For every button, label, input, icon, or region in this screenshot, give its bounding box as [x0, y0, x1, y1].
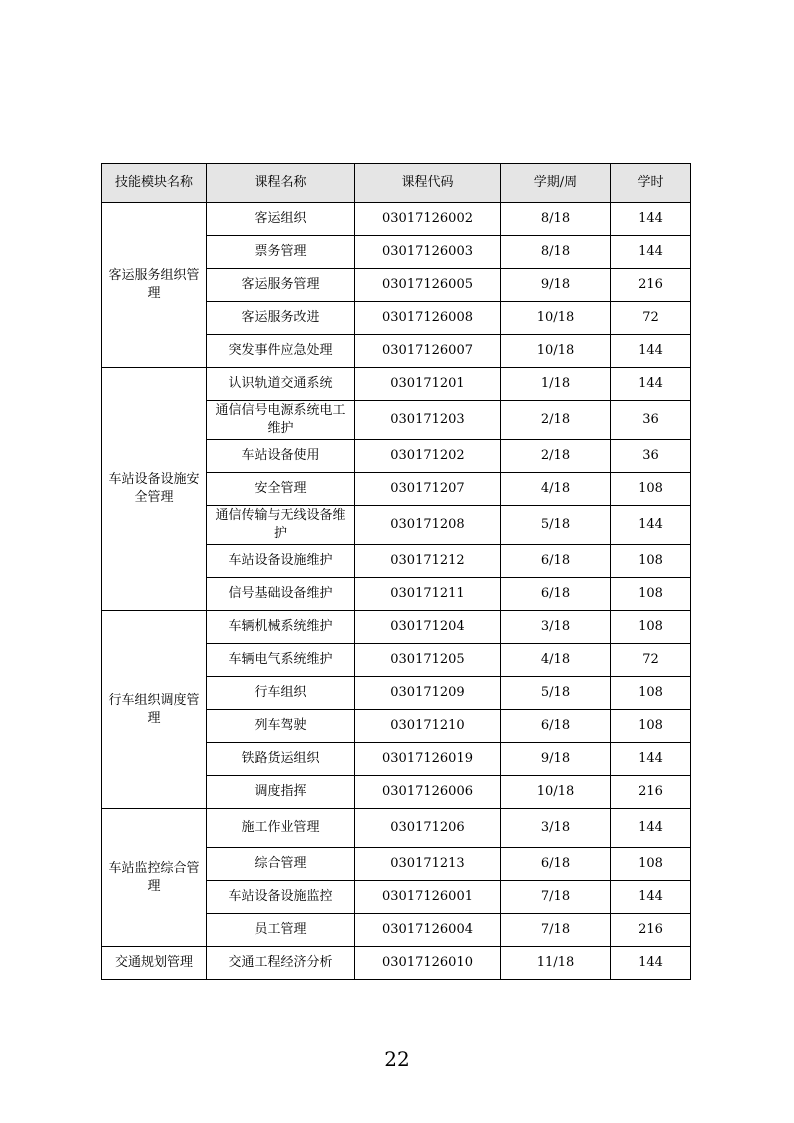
course-code-cell: 03017126002 [355, 203, 501, 236]
course-code-cell: 030171203 [355, 401, 501, 440]
course-code-cell: 030171208 [355, 506, 501, 545]
course-name-cell: 突发事件应急处理 [207, 335, 355, 368]
course-code-cell: 03017126019 [355, 743, 501, 776]
term-cell: 8/18 [501, 236, 611, 269]
course-name-cell: 车站设备使用 [207, 440, 355, 473]
course-table [101, 163, 691, 980]
hours-cell: 108 [611, 677, 691, 710]
course-name-cell: 交通工程经济分析 [207, 947, 355, 980]
hours-cell: 144 [611, 947, 691, 980]
term-cell: 5/18 [501, 506, 611, 545]
hours-cell: 216 [611, 776, 691, 809]
course-name-cell: 车站设备设施维护 [207, 545, 355, 578]
course-name-cell: 铁路货运组织 [207, 743, 355, 776]
module-name-cell: 行车组织调度管理 [102, 611, 207, 809]
term-cell: 6/18 [501, 545, 611, 578]
hours-cell: 108 [611, 710, 691, 743]
course-code-cell: 03017126010 [355, 947, 501, 980]
term-cell: 3/18 [501, 809, 611, 848]
page-number: 22 [384, 1047, 410, 1071]
term-cell: 10/18 [501, 335, 611, 368]
table-row [102, 947, 691, 980]
course-name-cell: 列车驾驶 [207, 710, 355, 743]
table-header-row [102, 164, 691, 203]
course-name-cell: 行车组织 [207, 677, 355, 710]
hours-cell: 108 [611, 611, 691, 644]
course-name-cell: 安全管理 [207, 473, 355, 506]
course-name-cell: 认识轨道交通系统 [207, 368, 355, 401]
table-row [102, 611, 691, 644]
module-name-cell: 车站监控综合管理 [102, 809, 207, 947]
course-name-cell: 客运组织 [207, 203, 355, 236]
course-name-cell: 通信传输与无线设备维护 [207, 506, 355, 545]
course-name-cell: 综合管理 [207, 848, 355, 881]
hours-cell: 144 [611, 203, 691, 236]
module-name-cell: 交通规划管理 [102, 947, 207, 980]
course-name-cell: 通信信号电源系统电工维护 [207, 401, 355, 440]
course-code-cell: 03017126004 [355, 914, 501, 947]
hours-cell: 144 [611, 335, 691, 368]
header-course-code: 课程代码 [355, 164, 501, 203]
course-code-cell: 030171211 [355, 578, 501, 611]
course-code-cell: 03017126005 [355, 269, 501, 302]
course-code-cell: 030171213 [355, 848, 501, 881]
hours-cell: 72 [611, 644, 691, 677]
hours-cell: 144 [611, 743, 691, 776]
course-code-cell: 03017126006 [355, 776, 501, 809]
hours-cell: 72 [611, 302, 691, 335]
table-row [102, 809, 691, 848]
hours-cell: 144 [611, 236, 691, 269]
term-cell: 3/18 [501, 611, 611, 644]
module-name-cell: 客运服务组织管理 [102, 203, 207, 368]
header-course-name: 课程名称 [207, 164, 355, 203]
course-code-cell: 030171210 [355, 710, 501, 743]
course-code-cell: 030171204 [355, 611, 501, 644]
table-row [102, 368, 691, 401]
hours-cell: 36 [611, 440, 691, 473]
course-code-cell: 03017126001 [355, 881, 501, 914]
term-cell: 6/18 [501, 848, 611, 881]
term-cell: 10/18 [501, 302, 611, 335]
term-cell: 7/18 [501, 914, 611, 947]
course-name-cell: 车站设备设施监控 [207, 881, 355, 914]
course-name-cell: 客运服务改进 [207, 302, 355, 335]
course-name-cell: 车辆电气系统维护 [207, 644, 355, 677]
hours-cell: 144 [611, 506, 691, 545]
term-cell: 2/18 [501, 440, 611, 473]
course-code-cell: 030171201 [355, 368, 501, 401]
course-name-cell: 施工作业管理 [207, 809, 355, 848]
hours-cell: 108 [611, 848, 691, 881]
hours-cell: 36 [611, 401, 691, 440]
course-name-cell: 车辆机械系统维护 [207, 611, 355, 644]
term-cell: 6/18 [501, 710, 611, 743]
term-cell: 1/18 [501, 368, 611, 401]
course-code-cell: 030171209 [355, 677, 501, 710]
term-cell: 10/18 [501, 776, 611, 809]
course-code-cell: 03017126008 [355, 302, 501, 335]
course-name-cell: 信号基础设备维护 [207, 578, 355, 611]
course-name-cell: 客运服务管理 [207, 269, 355, 302]
course-code-cell: 03017126007 [355, 335, 501, 368]
course-code-cell: 030171212 [355, 545, 501, 578]
term-cell: 6/18 [501, 578, 611, 611]
term-cell: 2/18 [501, 401, 611, 440]
course-code-cell: 030171207 [355, 473, 501, 506]
term-cell: 7/18 [501, 881, 611, 914]
module-name-cell: 车站设备设施安全管理 [102, 368, 207, 611]
term-cell: 4/18 [501, 644, 611, 677]
hours-cell: 144 [611, 809, 691, 848]
hours-cell: 216 [611, 914, 691, 947]
course-code-cell: 03017126003 [355, 236, 501, 269]
term-cell: 8/18 [501, 203, 611, 236]
course-code-cell: 030171205 [355, 644, 501, 677]
header-hours: 学时 [611, 164, 691, 203]
course-code-cell: 030171206 [355, 809, 501, 848]
term-cell: 4/18 [501, 473, 611, 506]
table-row [102, 203, 691, 236]
term-cell: 9/18 [501, 743, 611, 776]
term-cell: 5/18 [501, 677, 611, 710]
term-cell: 9/18 [501, 269, 611, 302]
course-name-cell: 调度指挥 [207, 776, 355, 809]
course-code-cell: 030171202 [355, 440, 501, 473]
hours-cell: 144 [611, 368, 691, 401]
hours-cell: 108 [611, 473, 691, 506]
course-name-cell: 员工管理 [207, 914, 355, 947]
hours-cell: 216 [611, 269, 691, 302]
header-term-week: 学期/周 [501, 164, 611, 203]
header-module-name: 技能模块名称 [102, 164, 207, 203]
hours-cell: 108 [611, 578, 691, 611]
course-name-cell: 票务管理 [207, 236, 355, 269]
hours-cell: 108 [611, 545, 691, 578]
hours-cell: 144 [611, 881, 691, 914]
term-cell: 11/18 [501, 947, 611, 980]
